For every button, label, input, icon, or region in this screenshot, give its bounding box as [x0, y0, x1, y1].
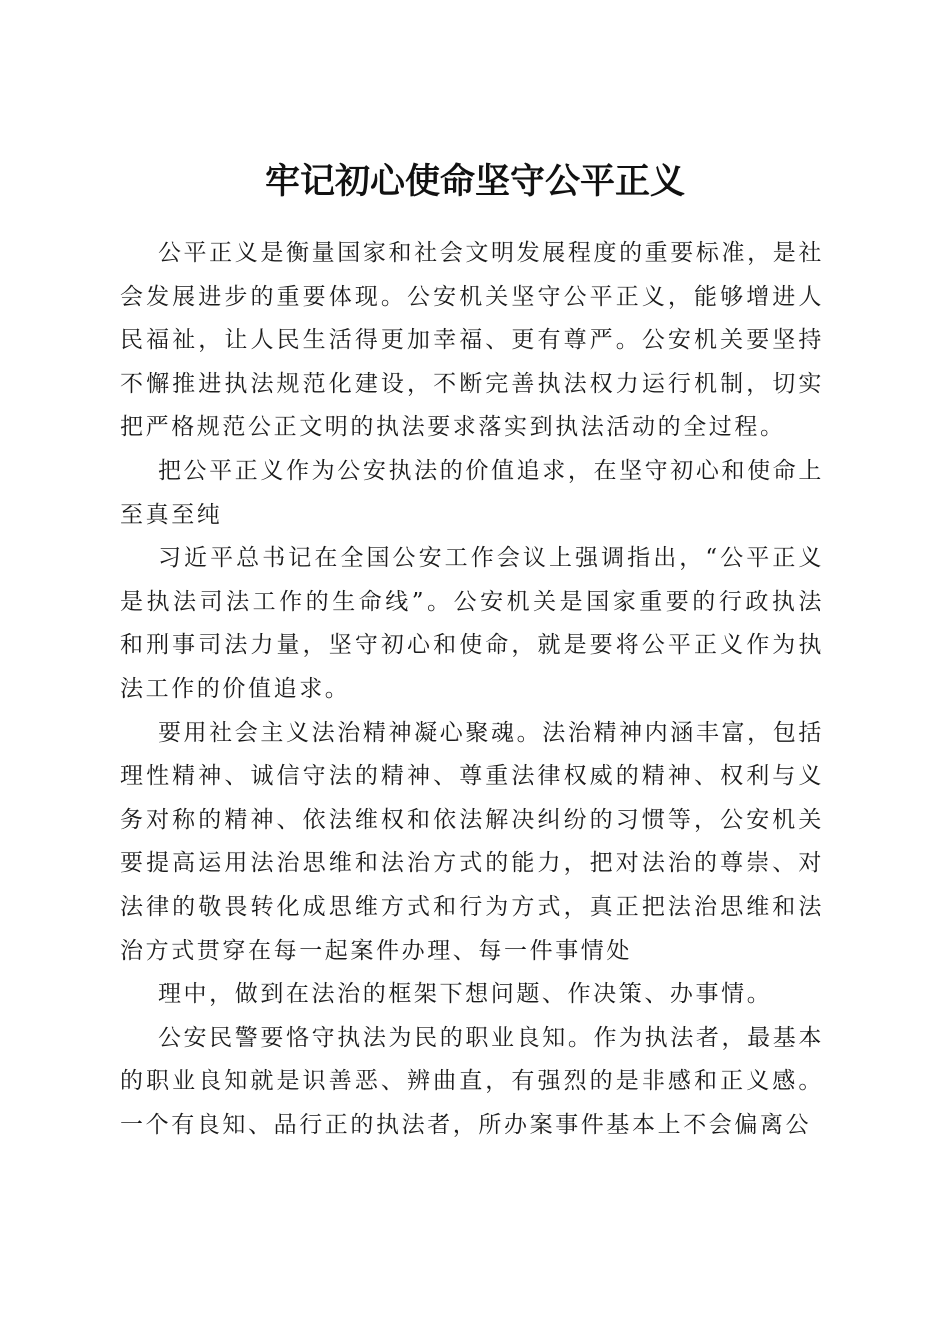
paragraph-1: 公平正义是衡量国家和社会文明发展程度的重要标准，是社会发展进步的重要体现。公安机关坚守公平正义，能够增进人民福祉，让人民生活得更加幸福、更有尊严。公安机关要坚持不懈推进执法规范化建设，不断完善执法权力运行机制，切实把严格规范公正文明的执法要求落实到执法活动的全过程。 — [120, 240, 824, 441]
paragraph-5: 理中，做到在法治的框架下想问题、作决策、办事情。 — [157, 981, 773, 1008]
document-title: 牢记初心使命坚守公平正义 — [264, 161, 685, 203]
paragraph-4: 要用社会主义法治精神凝心聚魂。法治精神内涵丰富，包括理性精神、诚信守法的精神、尊重法律权威的精神、权利与义务对称的精神、依法维权和依法解决纠纷的习惯等，公安机关要提高运用法治思维和法治方式的能力，把对法治的尊崇、对法律的敬畏转化成思维方式和行为方式，真正把法治思维和法治方式贯穿在每一起案件办理、每一件事情处 — [120, 719, 824, 964]
paragraph-6: 公安民警要恪守执法为民的职业良知。作为执法者，最基本的职业良知就是识善恶、辨曲直，有强烈的是非感和正义感。一个有良知、品行正的执法者，所办案事件基本上不会偏离公 — [120, 1024, 824, 1138]
paragraph-3: 习近平总书记在全国公安工作会议上强调指出，“公平正义是执法司法工作的生命线”。公安机关是国家重要的行政执法和刑事司法力量，坚守初心和使命，就是要将公平正义作为执法工作的价值追求。 — [120, 545, 824, 702]
document-body — [120, 232, 824, 1147]
paragraph-2: 把公平正义作为公安执法的价值追求，在坚守初心和使命上至真至纯 — [120, 457, 824, 528]
